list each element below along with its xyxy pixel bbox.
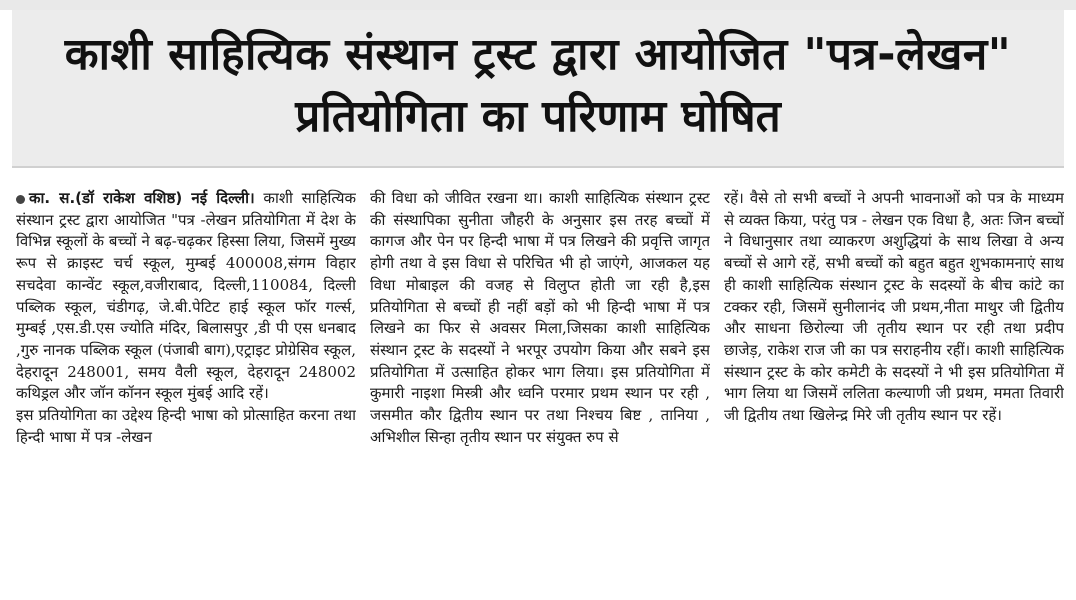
article-column-1 bbox=[16, 188, 356, 592]
headline-line-1: काशी साहित्यिक संस्थान ट्रस्ट द्वारा आयोजित "पत्र-लेखन" bbox=[64, 29, 1012, 80]
article-column-3 bbox=[724, 188, 1064, 592]
headline-line-2: प्रतियोगिता का परिणाम घोषित bbox=[295, 91, 781, 142]
dateline: का. स.(डॉ राकेश वशिष्ठ) नई दिल्ली। bbox=[29, 189, 255, 207]
paragraph-text: इस प्रतियोगिता का उद्देश्य हिन्दी भाषा को प्रोत्साहित करना तथा हिन्दी भाषा में पत्र -लेखन bbox=[16, 406, 356, 446]
article-column-2 bbox=[370, 188, 710, 592]
headline bbox=[12, 24, 1064, 148]
article-body bbox=[16, 188, 1064, 592]
paragraph-text: काशी साहित्यिक संस्थान ट्रस्ट द्वारा आयोजित "पत्र -लेखन प्रतियोगिता में देश के विभिन्न स्कूलों के बच्चों ने बढ़-चढ़कर हिस्सा लिया, जिसमें मुख्य रूप से क्राइस्ट चर्च स्कूल, मुम्बई 400008,संगम विहार सचदेवा कान्वेंट स्कूल,वजीराबाद, दिल्ली,110084, दिल्ली पब्लिक स्कूल, चंडीगढ़, जे.बी.पेटिट हाई स्कूल फॉर गर्ल्स, मुम्बई ,एस.डी.एस ज्योति मंदिर, बिलासपुर ,डी पी एस धनबाद ,गुरु नानक पब्लिक स्कूल (पंजाबी बाग),एट्राइट प्रोग्रेसिव स्कूल, देहरादून 248001, समय वैली स्कूल, देहरादून 248002 कथिड्रल और जॉन कॉनन स्कूल मुंबई आदि रहें। bbox=[16, 189, 356, 403]
headline-box bbox=[12, 10, 1064, 168]
article-paragraph: की विधा को जीवित रखना था। काशी साहित्यिक संस्थान ट्रस्ट की संस्थापिका सुनीता जौहरी के अनुसार इस तरह बच्चों में कागज और पेन पर हिन्दी भाषा में पत्र लिखने की प्रवृत्ति जागृत होगी तथा वे इस विधा से परिचित भी हो जाएंगे, आजकल यह विधा मोबाइल की वजह से विलुप्त होती जा रही है,इस प्रतियोगिता से बच्चों ही नहीं बड़ों को भी हिन्दी भाषा में पत्र लिखने का फिर से अवसर मिला,जिसका काशी साहित्यिक संस्थान ट्रस्ट के सदस्यों ने भरपूर उपयोग किया और सबने इस प्रतियोगिता में उत्साहित होकर भाग लिया। इस प्रतियोगिता में कुमारी नाइशा मिस्त्री और ध्वनि परमार प्रथम स्थान पर रही , जसमीत कौर द्वितीय स्थान पर तथा निश्चय बिष्ट , तानिया , अभिशील सिन्हा तृतीय स्थान पर संयुक्त रुप से bbox=[370, 189, 710, 446]
article-paragraph: रहें। वैसे तो सभी बच्चों ने अपनी भावनाओं को पत्र के माध्यम से व्यक्त किया, परंतु पत्र - लेखन एक विधा है, अतः जिन बच्चों ने विधानुसार तथा व्याकरण अशुद्धियां के साथ लिखा वे अन्य बच्चों से आगे रहें, सभी बच्चों को बहुत बहुत शुभकामनाएं साथ ही काशी साहित्यिक संस्थान ट्रस्ट के सदस्यों के बीच कांटे का टक्कर रही, जिसमें सुनीलानंद जी प्रथम,नीता माथुर जी द्वितीय और साधना छिरोल्या जी तृतीय स्थान पर रही तथा प्रदीप छाजेड़, राकेश राज जी का पत्र सराहनीय रहीं। काशी साहित्यिक संस्थान ट्रस्ट के कोर कमेटी के सदस्यों ने भी इस प्रतियोगिता में भाग लिया था जिसमें ललिता कल्याणी जी प्रथम, ममता तिवारी जी द्वितीय तथा खिलेन्द्र मिरे जी तृतीय स्थान पर रहें। bbox=[724, 189, 1064, 425]
article-paragraph bbox=[16, 405, 356, 448]
bullet-icon bbox=[16, 195, 25, 204]
top-margin-strip bbox=[0, 0, 1076, 10]
article-paragraph bbox=[16, 188, 356, 405]
